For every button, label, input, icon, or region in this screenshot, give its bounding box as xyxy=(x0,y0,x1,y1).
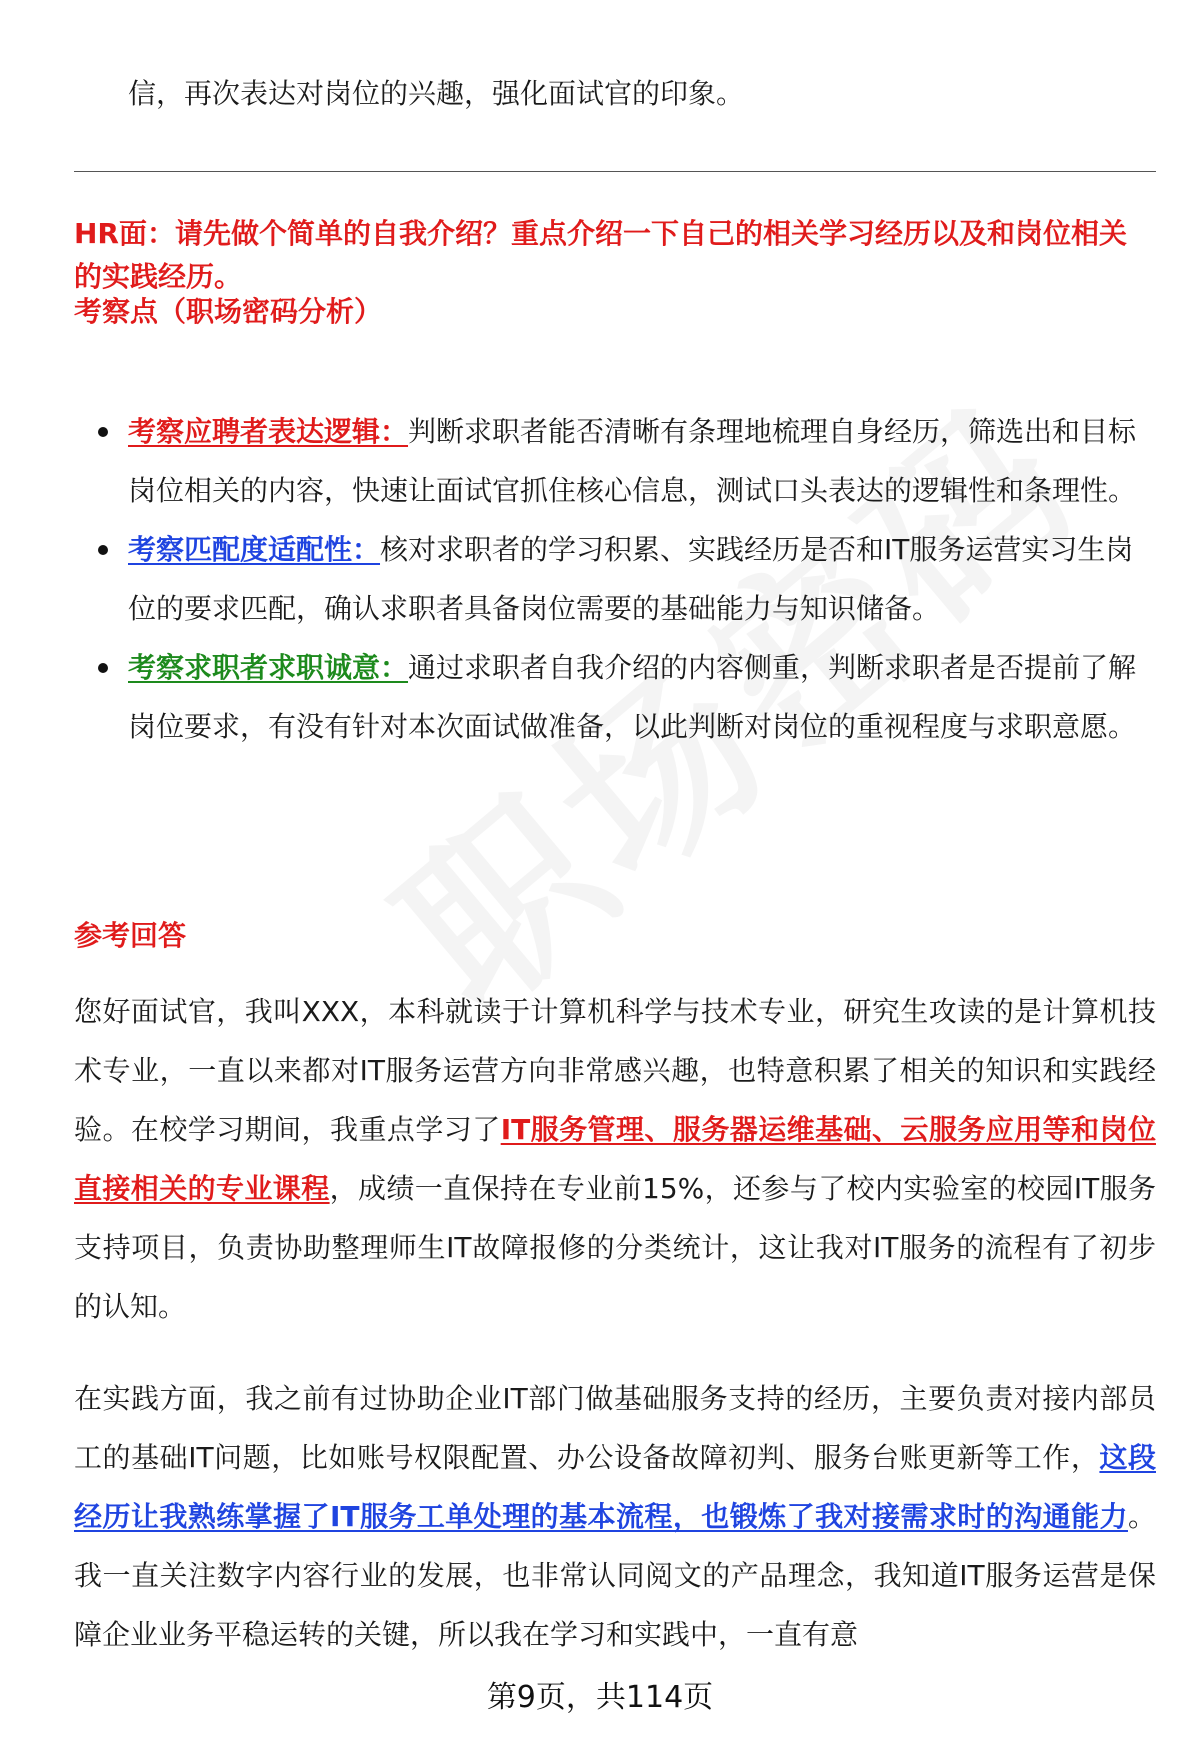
answer-highlight: 这段经历让我熟练掌握了IT服务工单处理的基本流程，也锻炼了我对接需求时的沟通能力 xyxy=(74,1441,1156,1533)
answer-text: ，成绩一直保持在专业前15%，还参与了校内实验室的校园IT服务支持项目，负责协助整理师生IT故障报修的分类统计，这让我对IT服务的流程有了初步的认知。 xyxy=(74,1172,1156,1323)
answer-highlight: IT服务管理、服务器运维基础、云服务应用等和岗位直接相关的专业课程 xyxy=(74,1113,1156,1205)
answer-text: 在实践方面，我之前有过协助企业IT部门做基础服务支持的经历，主要负责对接内部员工的基础IT问题，比如账号权限配置、办公设备故障初判、服务台账更新等工作， xyxy=(74,1382,1156,1474)
section-divider xyxy=(74,171,1156,172)
assessment-keyword: 考察应聘者表达逻辑： xyxy=(128,415,409,448)
assessment-list xyxy=(96,402,1156,756)
interview-question: HR面：请先做个简单的自我介绍？重点介绍一下自己的相关学习经历以及和岗位相关的实践经历。 xyxy=(74,217,1127,293)
assessment-keyword: 考察求职者求职诚意： xyxy=(128,651,409,684)
answer-text: 。我一直关注数字内容行业的发展，也非常认同阅文的产品理念，我知道IT服务运营是保障企业业务平稳运转的关键，所以我在学习和实践中，一直有意 xyxy=(74,1500,1156,1651)
assessment-title: 考察点（职场密码分析） xyxy=(74,295,383,328)
answer-paragraph-2 xyxy=(74,1369,1156,1664)
bullet-icon xyxy=(98,663,108,673)
answer-text: 您好面试官，我叫XXX，本科就读于计算机科学与技术专业，研究生攻读的是计算机技术专业，一直以来都对IT服务运营方向非常感兴趣，也特意积累了相关的知识和实践经验。在校学习期间，我重点学习了 xyxy=(74,995,1156,1146)
continuation-text: 信，再次表达对岗位的兴趣，强化面试官的印象。 xyxy=(128,77,745,110)
bullet-icon xyxy=(98,545,108,555)
assessment-item xyxy=(96,520,1156,638)
assessment-keyword: 考察匹配度适配性： xyxy=(128,533,381,566)
bullet-icon xyxy=(98,427,108,437)
page-number: 第9页，共114页 xyxy=(486,1680,714,1715)
assessment-item xyxy=(96,638,1156,756)
answer-title: 参考回答 xyxy=(74,919,187,952)
assessment-text: 通过求职者自我介绍的内容侧重，判断求职者是否提前了解岗位要求，有没有针对本次面试做准备，以此判断对岗位的重视程度与求职意愿。 xyxy=(128,651,1137,743)
assessment-text: 判断求职者能否清晰有条理地梳理自身经历，筛选出和目标岗位相关的内容，快速让面试官抓住核心信息，测试口头表达的逻辑性和条理性。 xyxy=(128,415,1137,507)
assessment-text: 核对求职者的学习积累、实践经历是否和IT服务运营实习生岗位的要求匹配，确认求职者具备岗位需要的基础能力与知识储备。 xyxy=(128,533,1134,625)
assessment-item xyxy=(96,402,1156,520)
answer-paragraph-1 xyxy=(74,982,1156,1336)
